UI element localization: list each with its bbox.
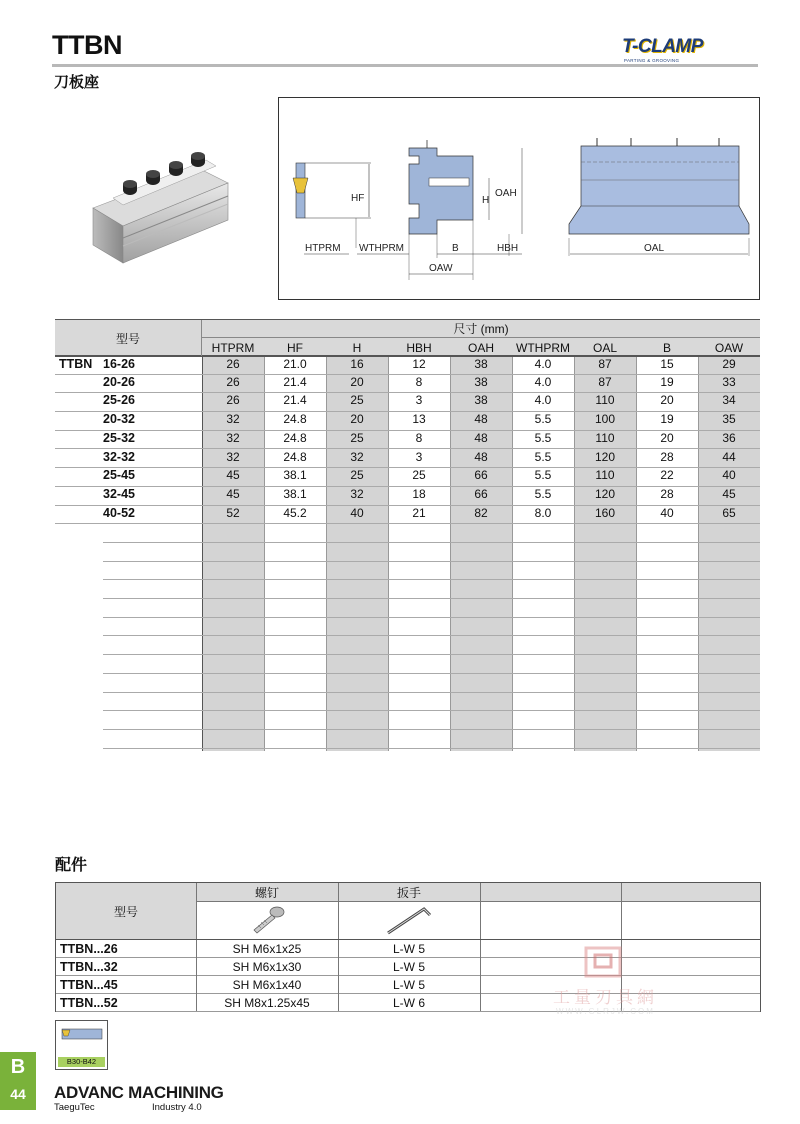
industry-text: Industry 4.0 (152, 1102, 202, 1113)
table-cell: 19 (660, 412, 674, 427)
table-cell: 4.0 (534, 374, 552, 389)
label-b: B (452, 243, 459, 254)
table-cell: 20 (660, 430, 674, 445)
table-cell: 100 (594, 412, 616, 427)
table-row (103, 580, 760, 599)
table-cell: 160 (594, 505, 616, 520)
brand-logo (622, 36, 762, 66)
label-htprm: HTPRM (305, 243, 341, 254)
table-cell: 48 (474, 412, 488, 427)
table-cell: 26 (226, 393, 240, 408)
table-cell: 38 (474, 374, 488, 389)
tool-thumbnail-icon (56, 1021, 107, 1055)
table-cell: 34 (722, 393, 736, 408)
acc-wrench: L-W 5 (392, 977, 425, 992)
table-cell: 87 (598, 374, 612, 389)
watermark-text: 工量刃具網 (553, 988, 658, 1008)
table-cell: 48 (474, 430, 488, 445)
table-row (55, 468, 760, 487)
table-cell: 18 (412, 486, 426, 501)
section-thumbnail[interactable] (55, 1020, 108, 1070)
table-cell: 21.4 (283, 374, 307, 389)
advance-machining-logo (54, 1083, 224, 1103)
table-cell: 25 (412, 468, 426, 483)
dimension-table-body (55, 356, 760, 751)
table-cell: 24.8 (283, 449, 307, 464)
table-cell: 32 (226, 430, 240, 445)
brand-logo-subtext: PARTING & GROOVING (624, 58, 680, 63)
watermark (538, 945, 673, 1025)
table-row (55, 506, 760, 525)
table-cell: 3 (415, 449, 423, 464)
table-cell: 28 (660, 486, 674, 501)
table-cell: 87 (598, 357, 612, 371)
label-oaw: OAW (429, 263, 453, 274)
table-cell: 8 (415, 430, 423, 445)
acc-screw: SH M6x1x25 (232, 941, 302, 956)
table-row (55, 450, 760, 469)
table-cell: 5.5 (534, 468, 552, 483)
model-code: 25-32 (103, 430, 135, 445)
dimensions-header: 尺寸 (mm) (202, 320, 760, 338)
table-row (103, 618, 760, 637)
table-cell: 8.0 (534, 505, 552, 520)
table-cell: 24.8 (283, 430, 307, 445)
table-cell: 25 (350, 430, 364, 445)
column-header: WTHPRM (516, 341, 570, 355)
model-prefix: TTBN (59, 357, 93, 371)
table-cell: 19 (660, 374, 674, 389)
table-cell: 15 (660, 357, 674, 371)
table-cell: 40 (660, 505, 674, 520)
table-cell: 110 (595, 430, 615, 445)
label-hf: HF (351, 193, 365, 204)
table-row (103, 711, 760, 730)
acc-screw: SH M8x1.25x45 (224, 995, 310, 1010)
model-code: 40-52 (103, 505, 135, 520)
table-cell: 5.5 (534, 412, 552, 427)
column-header: OAW (714, 341, 744, 355)
table-row (55, 393, 760, 412)
table-cell: 13 (412, 412, 426, 427)
table-cell: 26 (226, 374, 240, 389)
table-row (103, 543, 760, 562)
table-cell: 120 (594, 449, 616, 464)
table-cell: 20 (660, 393, 674, 408)
table-cell: 25 (350, 468, 364, 483)
table-row (103, 599, 760, 618)
acc-model: TTBN...52 (60, 995, 118, 1010)
table-row (103, 655, 760, 674)
model-header: 型号 (55, 320, 202, 357)
table-cell: 3 (415, 393, 423, 408)
acc-wrench-header: 扳手 (396, 885, 421, 900)
table-cell: 65 (722, 505, 736, 520)
acc-screw: SH M6x1x30 (232, 959, 302, 974)
column-header: H (352, 341, 362, 355)
column-header: B (662, 341, 671, 355)
table-cell: 32 (226, 449, 240, 464)
table-cell: 33 (722, 374, 736, 389)
screw-icon (246, 903, 286, 937)
table-row (55, 375, 760, 394)
table-cell: 24.8 (283, 412, 307, 427)
acc-wrench: L-W 5 (392, 941, 425, 956)
table-row (103, 693, 760, 712)
table-cell: 44 (722, 449, 736, 464)
section-tab[interactable] (0, 1052, 36, 1110)
model-code: 20-26 (103, 374, 135, 389)
dimension-table (55, 319, 760, 751)
table-cell: 16 (350, 357, 364, 371)
table-cell: 52 (226, 505, 240, 520)
table-cell: 36 (722, 430, 736, 445)
table-row (103, 730, 760, 749)
table-cell: 35 (722, 412, 736, 427)
table-cell: 40 (722, 468, 736, 483)
table-cell: 66 (474, 468, 488, 483)
model-code: 25-45 (103, 468, 135, 483)
table-row (103, 562, 760, 581)
advance-machining-text: ADVANC MACHINING (54, 1083, 224, 1102)
brand-logo-text: T-CLAMP (622, 36, 703, 57)
label-hbh: HBH (497, 243, 519, 254)
table-cell: 38.1 (283, 468, 307, 483)
page-title: TTBN (52, 30, 122, 60)
table-cell: 110 (595, 468, 615, 483)
acc-model: TTBN...32 (60, 959, 118, 974)
label-oah: OAH (495, 188, 517, 199)
table-row (55, 487, 760, 506)
table-row (55, 356, 760, 375)
table-cell: 38 (474, 357, 488, 371)
column-header: OAH (467, 341, 494, 355)
tool-block-image (88, 138, 238, 268)
column-header: OAL (592, 341, 617, 355)
table-cell: 21.4 (283, 393, 307, 408)
table-cell: 22 (660, 468, 674, 483)
table-cell: 32 (350, 486, 364, 501)
table-cell: 32 (350, 449, 364, 464)
model-code: 25-26 (103, 393, 135, 408)
acc-screw: SH M6x1x40 (232, 977, 302, 992)
watermark-logo-icon (583, 945, 623, 979)
table-cell: 21 (412, 505, 426, 520)
model-code: 16-26 (103, 357, 135, 371)
table-row (103, 637, 760, 656)
accessories-title: 配件 (55, 855, 88, 874)
model-code: 20-32 (103, 412, 135, 427)
table-row (103, 524, 760, 543)
table-row (55, 412, 760, 431)
model-code: 32-45 (103, 486, 135, 501)
acc-wrench: L-W 5 (392, 959, 425, 974)
acc-wrench: L-W 6 (392, 995, 425, 1010)
label-oal: OAL (644, 243, 665, 254)
model-code: 32-32 (103, 449, 135, 464)
table-cell: 38 (474, 393, 488, 408)
table-cell: 82 (474, 505, 488, 520)
table-cell: 45 (226, 468, 240, 483)
dimension-table-header (55, 319, 760, 356)
table-cell: 4.0 (534, 393, 552, 408)
table-cell: 29 (722, 357, 736, 371)
table-cell: 5.5 (534, 449, 552, 464)
table-cell: 5.5 (534, 486, 552, 501)
acc-model: TTBN...26 (60, 941, 118, 956)
column-header: HTPRM (211, 341, 255, 355)
table-cell: 4.0 (534, 357, 552, 371)
table-cell: 38.1 (283, 486, 307, 501)
thumbnail-label: B30-B42 (58, 1057, 105, 1067)
page-number: 44 (10, 1086, 26, 1102)
table-row (103, 674, 760, 693)
wrench-icon (384, 903, 434, 937)
column-header: HBH (406, 341, 432, 355)
table-cell: 5.5 (534, 430, 552, 445)
table-cell: 8 (415, 374, 423, 389)
acc-model-header: 型号 (113, 904, 138, 919)
label-h: H (482, 195, 490, 206)
acc-screw-header: 螺钉 (254, 885, 279, 900)
table-cell: 28 (660, 449, 674, 464)
watermark-url: WWW.GLRJW.COM (556, 1007, 655, 1016)
page-subtitle: 刀板座 (54, 73, 100, 91)
label-wthprm: WTHPRM (359, 243, 404, 254)
taegutec-text: TaeguTec (54, 1102, 95, 1113)
section-letter: B (10, 1056, 26, 1078)
table-cell: 45.2 (283, 505, 307, 520)
table-cell: 110 (595, 393, 615, 408)
table-cell: 48 (474, 449, 488, 464)
table-cell: 12 (412, 357, 426, 371)
table-cell: 32 (226, 412, 240, 427)
table-cell: 45 (722, 486, 736, 501)
table-cell: 20 (350, 374, 364, 389)
table-cell: 66 (474, 486, 488, 501)
table-cell: 45 (226, 486, 240, 501)
dimension-diagram (278, 97, 760, 300)
table-cell: 120 (594, 486, 616, 501)
table-cell: 40 (350, 505, 364, 520)
table-row (55, 431, 760, 450)
column-header: HF (287, 341, 303, 355)
acc-model: TTBN...45 (60, 977, 118, 992)
table-cell: 21.0 (283, 357, 307, 371)
table-cell: 26 (226, 357, 240, 371)
table-cell: 25 (350, 393, 364, 408)
table-cell: 20 (350, 412, 364, 427)
